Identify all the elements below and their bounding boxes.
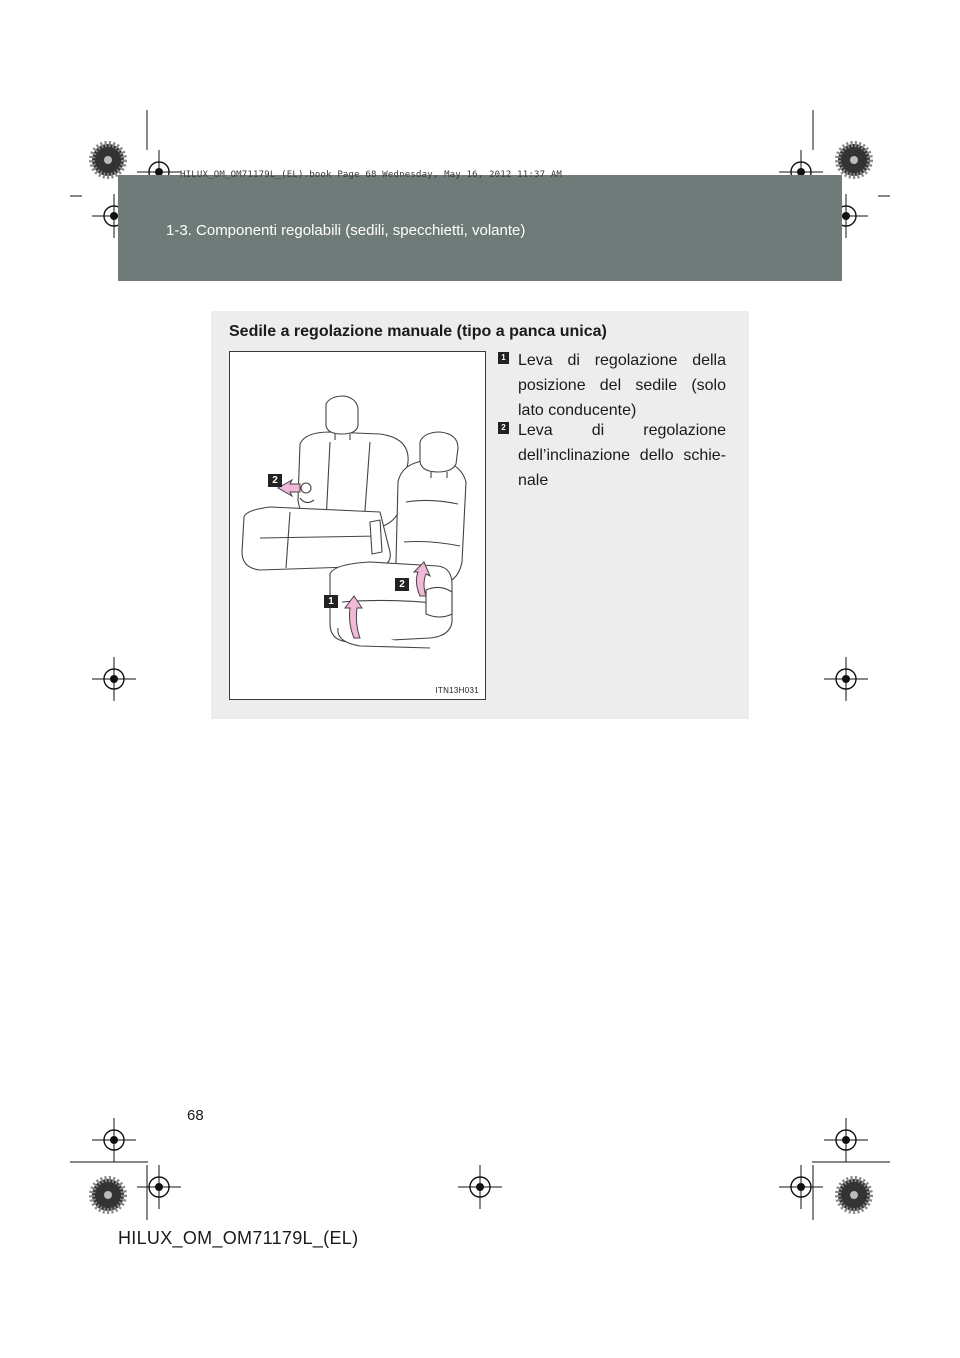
seat-illustration bbox=[229, 351, 486, 700]
section-title: 1-3. Componenti regolabili (sedili, specchietti, volante) bbox=[166, 222, 526, 239]
bench-seat-drawing bbox=[230, 352, 485, 699]
callout-badge: 2 bbox=[395, 578, 409, 591]
page-number: 68 bbox=[187, 1107, 204, 1124]
figure-code: ITN13H031 bbox=[435, 686, 479, 695]
item-text: Leva di regolazione dell’inclinazione dello schie-nale bbox=[518, 422, 726, 489]
sunburst-mark-icon bbox=[838, 144, 870, 176]
item-marker: 1 bbox=[498, 352, 509, 364]
callout-badge: 1 bbox=[324, 595, 338, 608]
panel-title: Sedile a regolazione manuale (tipo a panca unica) bbox=[229, 323, 607, 340]
item-text: Leva di regolazione della posizione del sedile (solo lato conducente) bbox=[518, 352, 726, 419]
document-code: HILUX_OM_OM71179L_(EL) bbox=[118, 1228, 359, 1248]
sunburst-mark-icon bbox=[92, 144, 124, 176]
book-info-line: HILUX_OM_OM71179L_(EL).book Page 68 Wednesday, May 16, 2012 11:37 AM bbox=[180, 170, 563, 180]
list-item bbox=[498, 418, 726, 493]
list-item bbox=[498, 348, 726, 423]
item-marker: 2 bbox=[498, 422, 509, 434]
callout-badge: 2 bbox=[268, 474, 282, 487]
content-panel bbox=[211, 311, 749, 719]
